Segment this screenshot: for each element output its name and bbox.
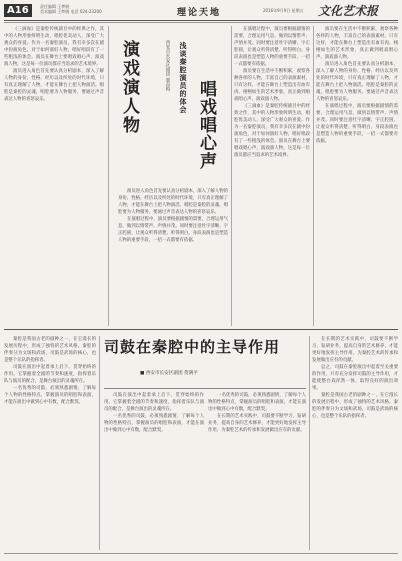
article-title-line-1: 唱戏唱心声	[196, 80, 216, 170]
byline-org: 西安市长安区剧团	[165, 40, 170, 76]
editor-line: 责任编辑 王梦晓	[40, 4, 70, 9]
editor-info	[40, 4, 110, 14]
bottom-article-col-3: 一名优秀的司鼓，必须熟悉剧情，了解每个人物的性格特点，掌握演员的唱腔和表演，才能在演出中做到心中有数，配合默契。 在长期的艺术实践中，司鼓要不断学习，钻研业务，提高自身的艺术修养，才能更好地发挥主导作用，为秦腔艺术的传承和发展做出应有的贡献。	[208, 393, 306, 433]
top-article-col-1: 《三滴血》是秦腔传统剧目中的经典之作，其中的人物形象鲜明生动，唱腔优美动人，深受广大观众的喜爱。作为一名秦腔演员，我有幸多次在剧中扮演角色，对于如何演好人物、唱好唱段有了一些粗浅的体会。演员在舞台上要唱戏唱心声，演戏演人物，这是每一位演员都应当追求的艺术境界。 演员进入角色首先要认真分析剧本，深入了解人物的身份、性格、经历以及所处的时代环境，只有真正理解了人物，才能在舞台上把人物演活。唱腔是秦腔的灵魂，唱腔要为人物服务，要通过声音表达人物的喜怒哀乐。	[4, 27, 104, 102]
column-divider	[231, 26, 232, 326]
article-title-line-2: 演戏演人物	[119, 40, 139, 135]
page-number: A16	[4, 4, 32, 17]
header-rule	[4, 20, 398, 21]
article-subtitle: 浅谈秦腔演员的体会	[179, 42, 187, 114]
column-divider	[313, 26, 314, 326]
article-byline	[164, 40, 170, 91]
header-rule-thin	[4, 22, 398, 23]
top-article-col-4: 演员要在生活中不断积累，观察各种各样的人物，丰富自己的表演素材。只有这样，才能在舞台上塑造出有血有肉、栩栩如生的艺术形象，真正做到唱戏唱心声、演戏演人物。 演员进入角色首先要认真分析剧本，深入了解人物的身份、性格、经历以及所处的时代环境，只有真正理解了人物，才能在舞台上把人物演活。唱腔是秦腔的灵魂，唱腔要为人物服务，要通过声音表达人物的喜怒哀乐。 在演唱过程中，演员要根据剧情的需要，合理运用气息，做到以情带声、声情并茂。同时要注意吐字清晰、字正腔圆，让观众听得清楚、听得明白。身段表演也是塑造人物的重要手段，一招一式都要有依据。	[316, 27, 398, 144]
bottom-byline: ■ 西安市长安区剧团 贺满平	[140, 371, 198, 376]
bottom-article-col-4: 在长期的艺术实践中，司鼓要不断学习，钻研业务，提高自身的艺术修养，才能更好地发挥主导作用，为秦腔艺术的传承和发展做出应有的贡献。 总之，司鼓在秦腔演出中起着至关重要的作用，只有充分发挥司鼓的主导作用，才能使整台戏浑然一体，取得良好的演出效果。 秦腔是我国古老的剧种之一，在它漫长的发展历程中，形成了独特的艺术风格。秦腔的伴奏分为文场和武场，司鼓是武场的核心，也是整个乐队的指挥者。	[312, 337, 398, 419]
masthead-logo: 文化艺术报	[318, 4, 379, 18]
issue-date: 2016年9月9日 星期五	[263, 8, 304, 13]
headline-box-rule	[104, 388, 306, 389]
section-title: 理论天地	[177, 8, 222, 18]
footer-rule	[4, 553, 398, 554]
column-divider	[108, 26, 109, 326]
bottom-article-col-1: 秦腔是我国古老的剧种之一，在它漫长的发展历程中，形成了独特的艺术风格。秦腔的伴奏分为文场和武场，司鼓是武场的核心，也是整个乐队的指挥者。 司鼓在演出中起着承上启下、贯穿始终的作用。它掌握着全剧的节奏和速度，指挥着乐队与演员的配合，是舞台演出的灵魂所在。 一名优秀的司鼓，必须熟悉剧情，了解每个人物的性格特点，掌握演员的唱腔和表演，才能在演出中做到心中有数，配合默契。	[4, 337, 96, 405]
section-divider	[4, 329, 398, 330]
bottom-article-col-2: 司鼓在演出中起着承上启下、贯穿始终的作用。它掌握着全剧的节奏和速度，指挥着乐队与演员的配合，是舞台演出的灵魂所在。 一名优秀的司鼓，必须熟悉剧情，了解每个人物的性格特点，掌握演员的唱腔和表演，才能在演出中做到心中有数，配合默契。	[104, 393, 204, 433]
top-article-col-3: 在演唱过程中，演员要根据剧情的需要，合理运用气息，做到以情带声、声情并茂。同时要注意吐字清晰、字正腔圆，让观众听得清楚、听得明白。身段表演也是塑造人物的重要手段，一招一式都要有依据。 演员要在生活中不断积累，观察各种各样的人物，丰富自己的表演素材。只有这样，才能在舞台上塑造出有血有肉、栩栩如生的艺术形象，真正做到唱戏唱心声、演戏演人物。 《三滴血》是秦腔传统剧目中的经典之作，其中的人物形象鲜明生动，唱腔优美动人，深受广大观众的喜爱。作为一名秦腔演员，我有幸多次在剧中扮演角色，对于如何演好人物、唱好唱段有了一些粗浅的体会。演员在舞台上要唱戏唱心声，演戏演人物，这是每一位演员都应当追求的艺术境界。	[234, 27, 310, 158]
column-divider	[99, 336, 100, 550]
column-divider	[309, 336, 310, 550]
top-article-col-2: 演员进入角色首先要认真分析剧本，深入了解人物的身份、性格、经历以及所处的时代环境，只有真正理解了人物，才能在舞台上把人物演活。唱腔是秦腔的灵魂，唱腔要为人物服务，要通过声音表达人物的喜怒哀乐。 在演唱过程中，演员要根据剧情的需要，合理运用气息，做到以情带声、声情并茂。同时要注意吐字清晰、字正腔圆，让观众听得清楚、听得明白。身段表演也是塑造人物的重要手段，一招一式都要有依据。	[118, 189, 228, 243]
bottom-headline: 司鼓在秦腔中的主导作用	[104, 338, 281, 356]
designer-line: 美术编辑 王梦晓 电话 024-23200	[40, 9, 102, 14]
byline-author: 惠奋梅	[165, 77, 170, 91]
